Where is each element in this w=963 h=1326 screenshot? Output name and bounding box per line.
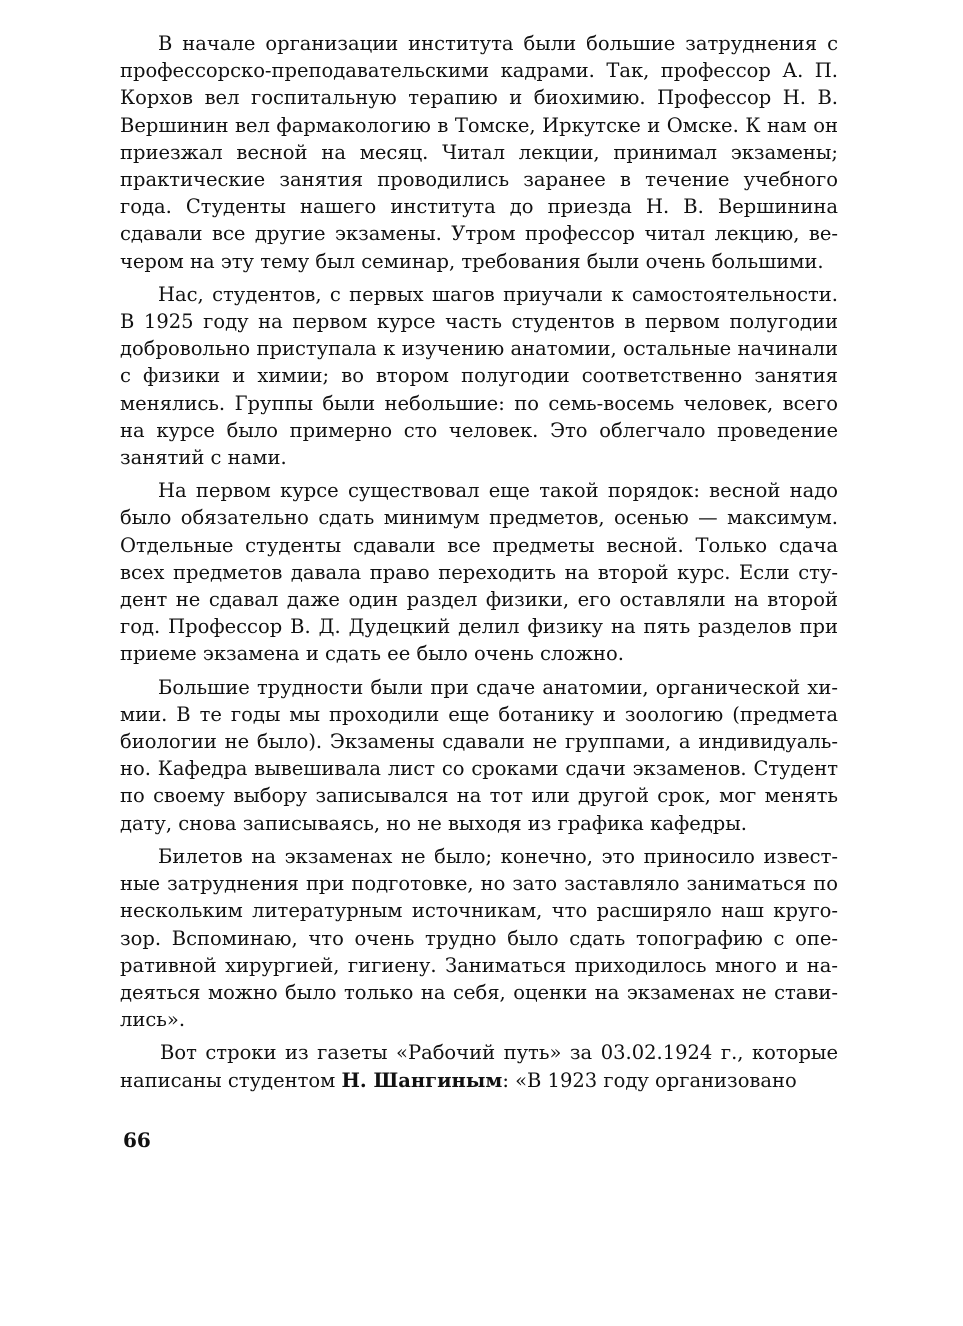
page-body: [120, 30, 838, 1100]
paragraph-2: Нас, студентов, с первых шагов приучали к самостоятельности. В 1925 году на первом курсе часть студентов в первом полугодии добровольно приступала к изучению анатомии, остальные начинали с физики и химии; во втором полугодии соответственно занятия менялись. Группы были небольшие: по семь-восемь человек, всего на курсе было примерно сто человек. Это облегчало проведение занятий с нами.: [120, 282, 838, 470]
paragraph-1: В начале организации института были большие затруднения с профессорско-преподавательскими кадрами. Так, профессор А. П. Корхов вел госпитальную терапию и биохимию. Профессор Н. В. Вершинин вел фармакологию в Томске, Иркутске и Омске. К нам он приезжал весной на месяц. Читал лекции, принимал экзамены; практические занятия проводились заранее в течение учебного года. Студенты нашего института до приезда Н. В. Вершинина сдавали все другие экзамены. Утром профессор читал лекцию, вечером на эту тему был семинар, требования были очень большими.: [120, 32, 838, 273]
paragraph-5: Билетов на экзаменах не было; конечно, это приносило известные затруднения при подготовке, но зато заставляло заниматься по нескольким литературным источникам, что расширяло наш кругозор. Вспоминаю, что очень трудно было сдать топографию с оперативной хирургией, гигиену. Заниматься приходилось много и надеяться можно было только на себя, оценки на экзаменах не ставились».: [120, 844, 838, 1032]
paragraph-6-author-name: Н. Шангиным: [341, 1068, 503, 1092]
page-number: 66: [123, 1128, 151, 1152]
paragraph-6-text-end: : «В 1923 году организовано: [502, 1068, 797, 1092]
paragraph-3: На первом курсе существовал еще такой порядок: весной надо было обязательно сдать минимум предметов, осенью — максимум. Отдельные студенты сдавали все предметы весной. Только сдача всех предметов давала право переходить на второй курс. Если студент не сдавал даже один раздел физики, его оставляли на второй год. Профессор В. Д. Дудецкий делил физику на пять разделов при приеме экзамена и сдать ее было очень сложно.: [120, 479, 838, 666]
paragraph-4: Большие трудности были при сдаче анатомии, органической химии. В те годы мы проходили еще ботанику и зоологию (предмета биологии не было). Экзамены сдавали не группами, а индивидуально. Кафедра вывешивала лист со сроками сдачи экзаменов. Студент по своему выбору записывался на тот или другой срок, мог менять дату, снова записываясь, но не выходя из графика кафедры.: [120, 675, 838, 835]
paragraph-6-text-start: Вот строки из газеты «Рабочий путь» за 03.02.1924 г., которые написаны студентом: [120, 1041, 838, 1092]
paragraph-6: [120, 1039, 838, 1093]
